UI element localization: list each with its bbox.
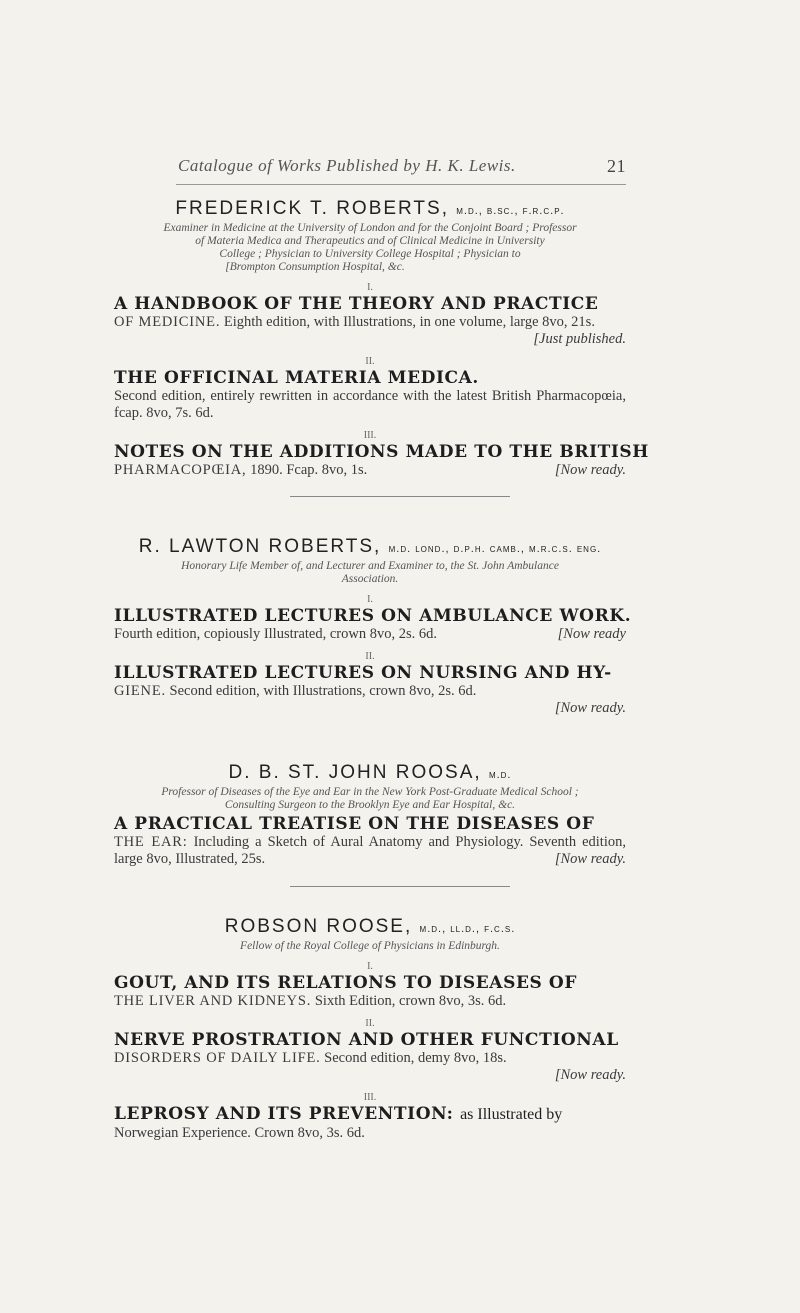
work-title: NERVE PROSTRATION AND OTHER FUNCTIONAL xyxy=(114,1030,619,1050)
author-name: R. LAWTON ROBERTS, m.d. lond., d.p.h. camb., m.r.c.s. eng. xyxy=(138,536,602,557)
work-title: LEPROSY AND ITS PREVENTION: as Illustrated by xyxy=(114,1104,563,1124)
work-description: Second edition, entirely rewritten in accordance with the latest British Pharmacopœia, fcap. 8vo, 7s. 6d. xyxy=(114,388,626,421)
work-status: [Now ready. xyxy=(554,462,626,478)
work-title: GOUT, AND ITS RELATIONS TO DISEASES OF xyxy=(114,973,578,993)
work-numeral: I. xyxy=(367,594,373,605)
author-degrees: m.d., b.sc., f.r.c.p. xyxy=(456,205,565,217)
work-numeral: I. xyxy=(367,282,373,293)
section-divider xyxy=(290,886,510,887)
author-degrees: m.d. xyxy=(488,769,512,781)
work-numeral: II. xyxy=(365,651,375,662)
work-description: GIENE. Second edition, with Illustrations, crown 8vo, 2s. 6d. xyxy=(114,683,477,699)
page-number: 21 xyxy=(607,156,626,176)
author-credentials: Honorary Life Member of, and Lecturer and Examiner to, the St. John Ambulance Association. xyxy=(181,560,559,585)
author-degrees: m.d., ll.d., f.c.s. xyxy=(419,923,516,935)
work-description: DISORDERS OF DAILY LIFE. Second edition, demy 8vo, 18s. xyxy=(114,1050,507,1066)
author-section-roosa xyxy=(114,762,626,868)
author-credentials: Professor of Diseases of the Eye and Ear in the New York Post-Graduate Medical School ; Consulting Surgeon to the Brooklyn Eye and Ear Hospital, &c. xyxy=(161,786,579,811)
author-name: ROBSON ROOSE, m.d., ll.d., f.c.s. xyxy=(224,916,516,937)
author-credentials: Fellow of the Royal College of Physicians in Edinburgh. xyxy=(240,940,500,952)
work-status: [Just published. xyxy=(533,331,626,347)
author-credentials: Examiner in Medicine at the University of London and for the Conjoint Board ; Professor of Materia Medica and Therapeutics and of Clinical Medicine in University College ; Physician to University College Hospital ; Physician to [Brompton Consumption Hospital, &c. xyxy=(163,222,577,273)
author-name: FREDERICK T. ROBERTS, m.d., b.sc., f.r.c.p. xyxy=(175,198,565,219)
work-numeral: III. xyxy=(363,1092,377,1103)
work-description: THE LIVER AND KIDNEYS. Sixth Edition, crown 8vo, 3s. 6d. xyxy=(114,993,507,1009)
work-status: [Now ready xyxy=(557,626,626,642)
header-rule xyxy=(176,184,626,185)
work-numeral: III. xyxy=(363,430,377,441)
author-section-frederick-roberts xyxy=(114,198,649,479)
work-description: Norwegian Experience. Crown 8vo, 3s. 6d. xyxy=(114,1125,365,1141)
work-title: A HANDBOOK OF THE THEORY AND PRACTICE xyxy=(114,294,599,314)
work-numeral: II. xyxy=(365,356,375,367)
author-name: D. B. ST. JOHN ROOSA, m.d. xyxy=(228,762,512,783)
work-title: THE OFFICINAL MATERIA MEDICA. xyxy=(114,368,479,388)
work-status: [Now ready. xyxy=(554,700,626,716)
author-section-lawton-roberts xyxy=(114,536,632,717)
work-title: ILLUSTRATED LECTURES ON NURSING AND HY- xyxy=(114,663,612,683)
author-degrees: m.d. lond., d.p.h. camb., m.r.c.s. eng. xyxy=(388,543,602,555)
work-status: [Now ready. xyxy=(554,1067,626,1083)
work-description: PHARMACOPŒIA, 1890. Fcap. 8vo, 1s. [Now ready. xyxy=(114,462,626,478)
work-title: NOTES ON THE ADDITIONS MADE TO THE BRITISH xyxy=(114,442,649,462)
work-numeral: I. xyxy=(367,961,373,972)
work-description: OF MEDICINE. Eighth edition, with Illustrations, in one volume, large 8vo, 21s. [Just published. xyxy=(114,314,626,347)
work-description: Fourth edition, copiously Illustrated, crown 8vo, 2s. 6d. [Now ready xyxy=(114,626,626,642)
work-status: [Now ready. xyxy=(554,851,626,867)
work-title: A PRACTICAL TREATISE ON THE DISEASES OF xyxy=(114,814,595,834)
work-description: THE EAR: Including a Sketch of Aural Anatomy and Physiology. Seventh edition, large 8vo, Illustrated, 25s. [Now ready. xyxy=(114,834,626,867)
section-divider xyxy=(290,496,510,497)
work-title: ILLUSTRATED LECTURES ON AMBULANCE WORK. xyxy=(114,606,632,626)
author-section-robson-roose xyxy=(114,916,626,1142)
running-head xyxy=(178,156,626,176)
running-head-title: Catalogue of Works Published by H. K. Lewis. xyxy=(178,156,516,175)
work-numeral: II. xyxy=(365,1018,375,1029)
